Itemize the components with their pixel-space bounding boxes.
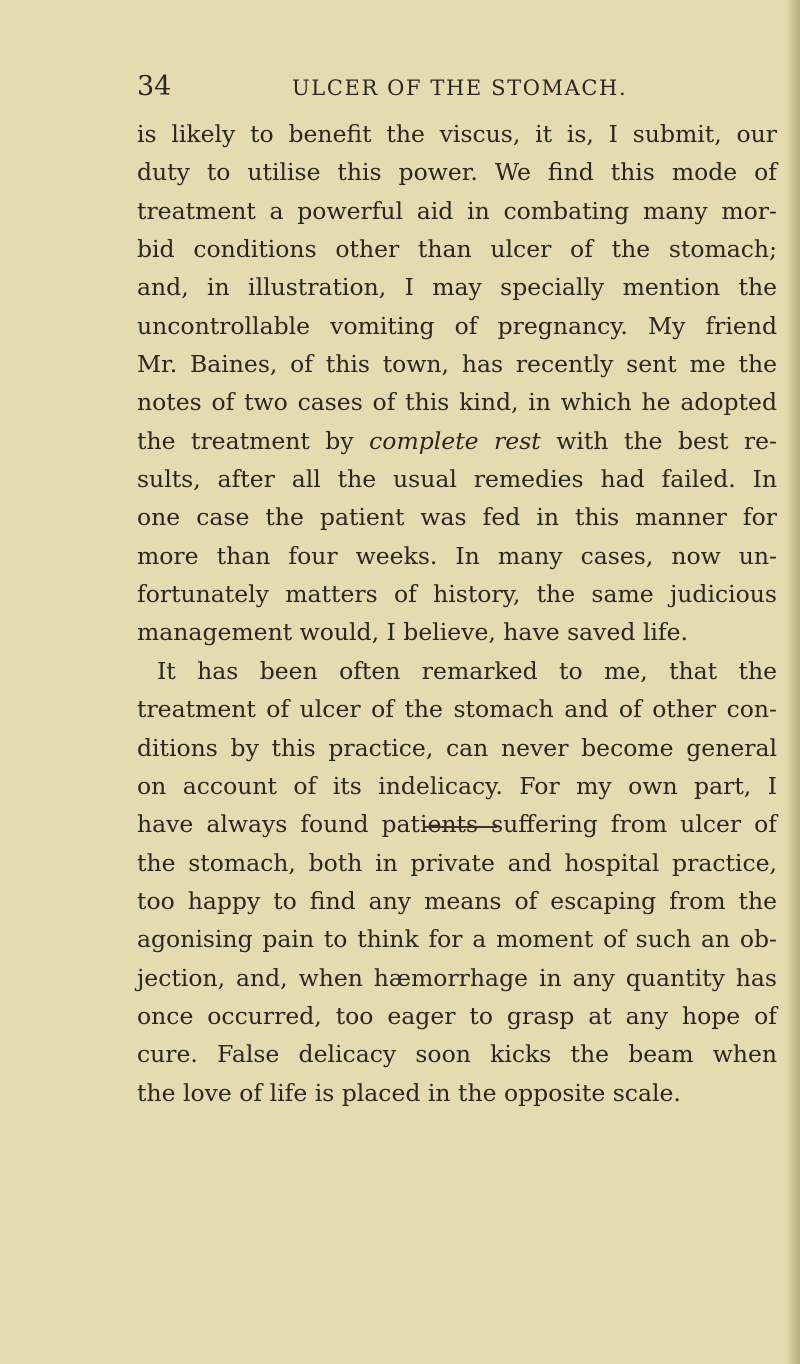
text-line: and, in illustration, I may specially mention the (137, 273, 777, 302)
text-run: the treatment by (137, 426, 370, 455)
text-line: treatment a powerful aid in combating many mor- (137, 196, 777, 225)
text-run: with the best re- (540, 426, 777, 455)
text-line: uncontrollable vomiting of pregnancy. My friend (137, 311, 777, 340)
text-line: one case the patient was fed in this manner for (137, 503, 777, 532)
text-line: jection, and, when hæmorrhage in any quantity has (137, 963, 777, 992)
text-line: It has been often remarked to me, that the (157, 656, 777, 685)
text-line (137, 422, 777, 460)
text-line: the love of life is placed in the opposite scale. (137, 1078, 681, 1107)
text-line: notes of two cases of this kind, in which he adopted (137, 388, 777, 417)
text-line: ditions by this practice, can never become general (137, 733, 777, 762)
page-number: 34 (137, 71, 172, 102)
page-edge-shadow (786, 0, 800, 1364)
text-line: fortunately matters of history, the same judicious (137, 580, 777, 609)
page-header (137, 70, 757, 104)
text-line: more than four weeks. In many cases, now un- (137, 541, 777, 570)
text-line: cure. False delicacy soon kicks the beam when (137, 1040, 777, 1069)
section-end-rule (423, 826, 497, 828)
text-line: duty to utilise this power. We find this mode of (137, 158, 777, 187)
text-line: the stomach, both in private and hospital practice, (137, 848, 777, 877)
text-line: on account of its indelicacy. For my own part, I (137, 771, 777, 800)
text-line: have always found patients suffering from ulcer of (137, 810, 777, 839)
text-line: bid conditions other than ulcer of the stomach; (137, 235, 777, 264)
text-line: once occurred, too eager to grasp at any hope of (137, 1001, 777, 1030)
text-line: sults, after all the usual remedies had failed. In (137, 465, 777, 494)
text-line: is likely to benefit the viscus, it is, I submit, our (137, 120, 777, 148)
text-line: too happy to find any means of escaping from the (137, 886, 777, 915)
text-line: management would, I believe, have saved life. (137, 618, 688, 647)
text-line: agonising pain to think for a moment of such an ob- (137, 925, 777, 954)
text-line: Mr. Baines, of this town, has recently sent me the (137, 350, 777, 379)
text-line: treatment of ulcer of the stomach and of other con- (137, 695, 777, 724)
body-text (137, 115, 777, 1112)
running-title: ULCER OF THE STOMACH. (292, 76, 628, 100)
emphasis-text: complete rest (369, 426, 541, 455)
